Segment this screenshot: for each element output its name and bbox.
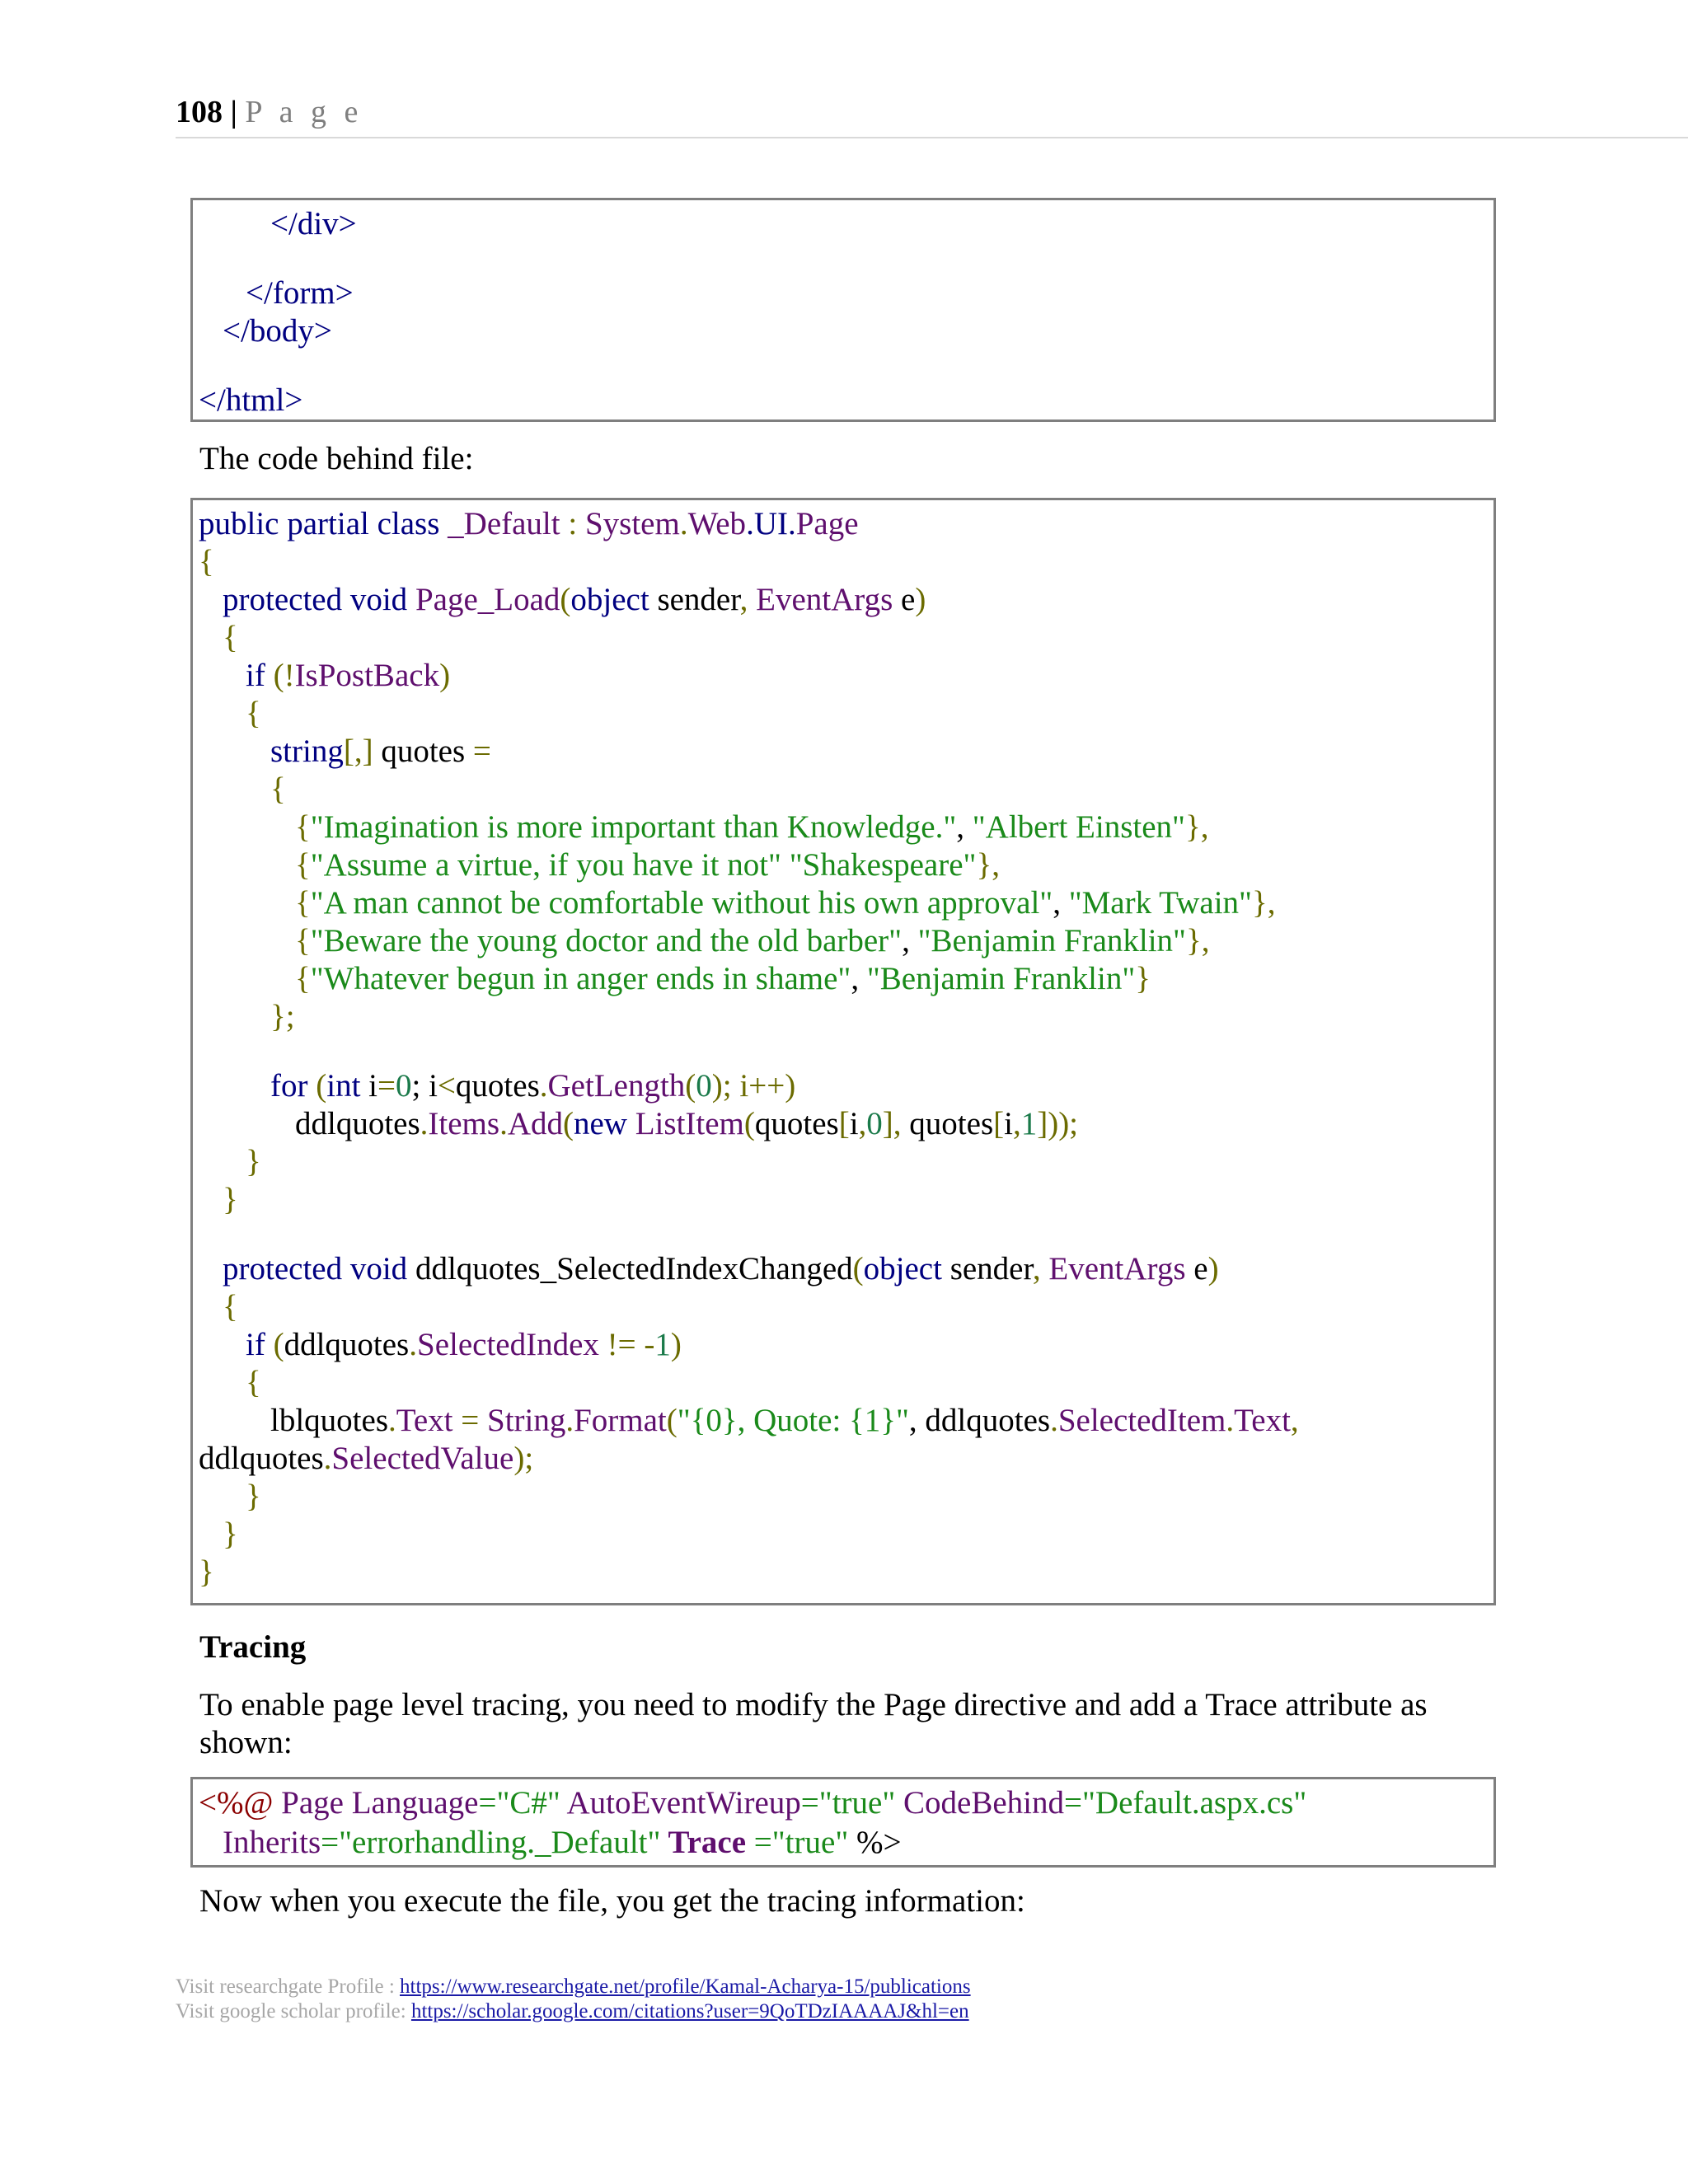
page-number: 108 bbox=[176, 95, 223, 129]
code-line-string: string[,] quotes = bbox=[270, 733, 491, 769]
code-line-quote-5: {"Whatever begun in anger ends in shame", "Benjamin Franklin"} bbox=[295, 961, 1151, 996]
code-line: </div> bbox=[270, 206, 357, 241]
code-line-selected-changed: protected void ddlquotes_SelectedIndexChanged(object sender, EventArgs e) bbox=[223, 1251, 1219, 1286]
code-line-add: ddlquotes.Items.Add(new ListItem(quotes[i,0], quotes[i,1])); bbox=[295, 1106, 1079, 1141]
footer-scholar bbox=[176, 2000, 969, 2023]
code-box-code-behind bbox=[190, 498, 1496, 1605]
code-line-brace: } bbox=[199, 1554, 214, 1590]
code-line-brace: { bbox=[270, 771, 286, 807]
code-line-quote-3: {"A man cannot be comfortable without his own approval", "Mark Twain"}, bbox=[295, 885, 1276, 921]
code-line-brace: { bbox=[223, 1289, 238, 1324]
code-line-brace: } bbox=[246, 1479, 261, 1514]
code-line: </form> bbox=[246, 275, 354, 311]
code-line-brace: } bbox=[223, 1182, 238, 1217]
now-paragraph: Now when you execute the file, you get the tracing information: bbox=[199, 1883, 1025, 1919]
tracing-paragraph-line-1: To enable page level tracing, you need to modify the Page directive and add a Trace attribute as bbox=[199, 1687, 1428, 1722]
scholar-link[interactable]: https://scholar.google.com/citations?user=9QoTDzIAAAAJ&hl=en bbox=[410, 2000, 969, 2022]
code-line-brace: } bbox=[223, 1516, 238, 1552]
page-header bbox=[176, 94, 363, 130]
code-line-directive-2: Inherits="errorhandling._Default" Trace ="true" %> bbox=[223, 1825, 902, 1860]
header-separator: | bbox=[223, 95, 246, 129]
code-line-for: for (int i=0; i<quotes.GetLength(0); i++) bbox=[270, 1068, 796, 1104]
code-box-page-directive bbox=[190, 1777, 1496, 1868]
code-line-brace: } bbox=[246, 1144, 261, 1179]
researchgate-link[interactable]: https://www.researchgate.net/profile/Kamal-Acharya-15/publications bbox=[400, 1975, 971, 1998]
code-line-if: if (!IsPostBack) bbox=[246, 658, 451, 693]
code-line-page-load: protected void Page_Load(object sender, EventArgs e) bbox=[223, 582, 926, 617]
footer-label: Visit researchgate Profile : bbox=[176, 1975, 401, 1998]
code-line-selectedvalue: ddlquotes.SelectedValue); bbox=[199, 1441, 534, 1476]
code-line-brace: { bbox=[246, 696, 261, 731]
code-line-brace: { bbox=[199, 544, 214, 579]
tracing-paragraph-line-2: shown: bbox=[199, 1725, 293, 1760]
footer-label: Visit google scholar profile: bbox=[176, 2000, 411, 2022]
footer-researchgate bbox=[176, 1975, 971, 1999]
code-line-quote-1: {"Imagination is more important than Knowledge.", "Albert Einsten"}, bbox=[295, 809, 1209, 845]
code-line-quote-2: {"Assume a virtue, if you have it not" "Shakespeare"}, bbox=[295, 847, 1000, 883]
code-line-brace: { bbox=[223, 620, 238, 655]
code-line-quote-4: {"Beware the young doctor and the old barber", "Benjamin Franklin"}, bbox=[295, 923, 1210, 958]
code-behind-label: The code behind file: bbox=[199, 441, 474, 476]
code-line-array-end: }; bbox=[270, 999, 295, 1034]
page-word: P a g e bbox=[245, 95, 363, 129]
section-heading-tracing: Tracing bbox=[199, 1629, 307, 1665]
code-line-brace: { bbox=[246, 1365, 261, 1400]
code-line-if-selected: if (ddlquotes.SelectedIndex != -1) bbox=[246, 1327, 682, 1362]
code-line: </body> bbox=[223, 313, 332, 349]
code-line-class: public partial class _Default : System.Web.UI.Page bbox=[199, 506, 859, 541]
header-rule bbox=[176, 137, 1688, 138]
code-line: </html> bbox=[199, 382, 303, 418]
code-line-lblquotes: lblquotes.Text = String.Format("{0}, Quote: {1}", ddlquotes.SelectedItem.Text, bbox=[270, 1403, 1299, 1438]
code-box-html-end bbox=[190, 198, 1496, 422]
code-line-directive-1: <%@ Page Language="C#" AutoEventWireup="true" CodeBehind="Default.aspx.cs" bbox=[199, 1785, 1307, 1821]
